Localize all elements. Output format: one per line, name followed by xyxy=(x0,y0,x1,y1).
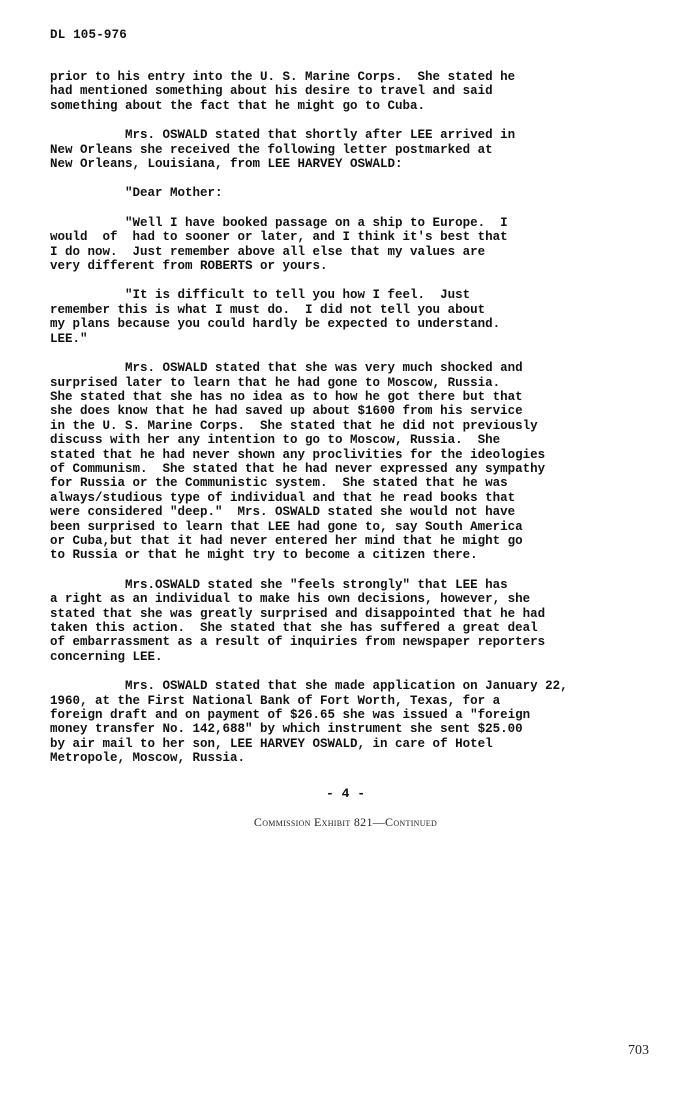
text-line: for Russia or the Communistic system. She stated that he was xyxy=(50,476,508,491)
text-line: would of had to sooner or later, and I think it's best that xyxy=(50,230,508,245)
text-line: she does know that he had saved up about $1600 from his service xyxy=(50,404,523,419)
text-line: LEE." xyxy=(50,331,88,346)
text-line: money transfer No. 142,688" by which instrument she sent $25.00 xyxy=(50,722,523,737)
paragraph-letter-received xyxy=(50,128,630,171)
text-line: New Orleans she received the following letter postmarked at xyxy=(50,142,493,157)
text-line: of embarrassment as a result of inquiries from newspaper reporters xyxy=(50,635,546,650)
text-line: taken this action. She stated that she has suffered a great deal xyxy=(50,621,538,635)
text-line: concerning LEE. xyxy=(50,649,163,664)
letter-paragraph-2 xyxy=(50,288,630,346)
paragraph-foreign-draft xyxy=(50,679,630,765)
text-line: Mrs. OSWALD stated that shortly after LEE arrived in xyxy=(50,128,516,143)
text-line: Metropole, Moscow, Russia. xyxy=(50,751,246,766)
text-line: "Well I have booked passage on a ship to Europe. I xyxy=(50,215,508,230)
text-line: surprised later to learn that he had gone to Moscow, Russia. xyxy=(50,375,501,390)
text-line: to Russia or that he might try to become a citizen there. xyxy=(50,548,478,563)
text-line: Mrs. OSWALD stated that she was very much shocked and xyxy=(50,361,523,376)
letter-paragraph-1 xyxy=(50,216,630,274)
volume-page-number: 703 xyxy=(628,1043,649,1058)
text-line: remember this is what I must do. I did not tell you about xyxy=(50,302,486,317)
text-line: 1960, at the First National Bank of Fort Worth, Texas, for a xyxy=(50,693,501,708)
text-line: She stated that she has no idea as to how he got there but that xyxy=(50,389,523,404)
text-line: I do now. Just remember above all else that my values are xyxy=(50,244,486,259)
text-line: "It is difficult to tell you how I feel. Just xyxy=(50,288,471,303)
text-line: had mentioned something about his desire to travel and said xyxy=(50,84,493,99)
page-number: - 4 - xyxy=(325,786,365,801)
paragraph-intro xyxy=(50,70,630,113)
text-line: or Cuba,but that it had never entered her mind that he might go xyxy=(50,533,523,548)
text-line: New Orleans, Louisiana, from LEE HARVEY OSWALD: xyxy=(50,157,403,172)
text-line: a right as an individual to make his own decisions, however, she xyxy=(50,592,531,607)
paragraph-moscow xyxy=(50,361,630,563)
text-line: stated that he had never shown any proclivities for the ideologies xyxy=(50,447,546,462)
document-body xyxy=(50,70,630,781)
text-line: been surprised to learn that LEE had gone to, say South America xyxy=(50,519,523,534)
text-line: Mrs.OSWALD stated she "feels strongly" that LEE has xyxy=(50,577,508,592)
text-line: prior to his entry into the U. S. Marine Corps. She stated he xyxy=(50,70,516,84)
exhibit-caption: Commission Exhibit 821—Continued xyxy=(253,815,438,829)
letter-salutation xyxy=(50,186,630,200)
text-line: were considered "deep." Mrs. OSWALD stated she would not have xyxy=(50,505,516,520)
text-line: of Communism. She stated that he had never expressed any sympathy xyxy=(50,461,546,476)
text-line: "Dear Mother: xyxy=(50,186,223,201)
text-line: something about the fact that he might go to Cuba. xyxy=(50,98,426,113)
text-line: Mrs. OSWALD stated that she made application on January 22, xyxy=(50,679,568,694)
text-line: in the U. S. Marine Corps. She stated that he did not previously xyxy=(50,418,538,433)
file-number-header: DL 105-976 xyxy=(50,28,128,42)
text-line: always/studious type of individual and that he read books that xyxy=(50,490,516,505)
text-line: very different from ROBERTS or yours. xyxy=(50,259,328,274)
text-line: foreign draft and on payment of $26.65 she was issued a "foreign xyxy=(50,708,531,723)
text-line: my plans because you could hardly be expected to understand. xyxy=(50,317,501,332)
text-line: by air mail to her son, LEE HARVEY OSWALD, in care of Hotel xyxy=(50,736,493,751)
paragraph-feels-strongly xyxy=(50,578,630,664)
text-line: discuss with her any intention to go to Moscow, Russia. She xyxy=(50,433,501,448)
text-line: stated that she was greatly surprised and disappointed that he had xyxy=(50,606,546,621)
